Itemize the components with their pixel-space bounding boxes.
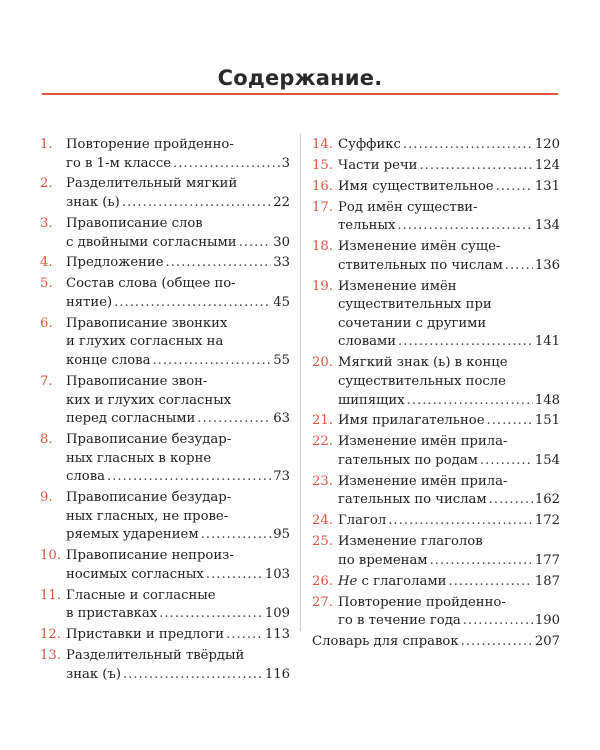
toc-entry[interactable] bbox=[312, 533, 560, 570]
toc-entry-title-line: носимых согласных bbox=[66, 566, 204, 582]
toc-entry[interactable] bbox=[40, 647, 290, 684]
toc-entry[interactable] bbox=[312, 238, 560, 275]
toc-entry-title-line: гательных по числам bbox=[338, 492, 487, 508]
dot-leader bbox=[201, 526, 272, 545]
toc-entry-title-line: Части речи bbox=[338, 157, 418, 173]
toc-entry-title-line: Изменение имён прила- bbox=[338, 434, 508, 450]
toc-entry-title-line: Правописание безудар- bbox=[66, 431, 232, 447]
dot-leader bbox=[159, 605, 263, 624]
toc-entry-number: 14. bbox=[312, 137, 333, 152]
toc-entry-page-number: 95 bbox=[273, 527, 290, 543]
toc-entry[interactable] bbox=[312, 157, 560, 176]
dot-leader bbox=[114, 294, 271, 313]
column-divider bbox=[300, 134, 301, 631]
toc-entry-title-line: в приставках bbox=[66, 606, 158, 622]
toc-entry-title-line: слова bbox=[66, 469, 105, 485]
toc-entry[interactable] bbox=[40, 626, 290, 645]
toc-entry-number: 16. bbox=[312, 178, 333, 194]
toc-entry-title-line: Изменение имён прила- bbox=[338, 473, 508, 489]
toc-entry-title-line: ких и глухих согласных bbox=[66, 392, 232, 408]
dot-leader bbox=[398, 333, 533, 352]
toc-entry-number: 2. bbox=[40, 176, 53, 192]
toc-entry[interactable] bbox=[312, 573, 560, 592]
toc-entry-page-number: 136 bbox=[534, 257, 560, 273]
dot-leader bbox=[123, 666, 263, 685]
toc-entry[interactable] bbox=[40, 587, 290, 624]
dot-leader bbox=[152, 352, 271, 371]
toc-entry[interactable] bbox=[40, 275, 290, 312]
toc-entry[interactable] bbox=[40, 175, 290, 212]
toc-entry-title-line: существительных при bbox=[338, 297, 492, 313]
toc-entry-title-line: ных гласных, не прове- bbox=[66, 508, 229, 524]
toc-entry[interactable] bbox=[40, 431, 290, 487]
dot-leader bbox=[122, 194, 271, 213]
toc-entry-title-line: нятие) bbox=[66, 294, 113, 310]
toc-entry-number: 19. bbox=[312, 278, 333, 294]
toc-entry-title-line: Не с глаголами bbox=[338, 573, 447, 589]
dot-leader bbox=[197, 410, 271, 429]
dot-leader bbox=[496, 178, 533, 197]
toc-entry-title-line: сочетании с другими bbox=[338, 315, 487, 331]
dot-leader bbox=[173, 155, 280, 174]
toc-entry-page-number: 109 bbox=[264, 606, 290, 622]
toc-entry-page-number: 207 bbox=[534, 634, 560, 649]
toc-entry-title-line: Состав слова (общее по- bbox=[66, 276, 236, 292]
toc-entry-number: 12. bbox=[40, 627, 61, 643]
toc-entry-number: 24. bbox=[312, 513, 333, 529]
toc-entry[interactable] bbox=[312, 354, 560, 410]
toc-entry-page-number: 55 bbox=[273, 353, 290, 369]
toc-entry-page-number: 151 bbox=[534, 413, 560, 429]
toc-entry[interactable] bbox=[312, 178, 560, 197]
dot-leader bbox=[487, 412, 533, 431]
toc-entry-number: 25. bbox=[312, 534, 333, 550]
dot-leader bbox=[448, 573, 532, 592]
toc-entry-number: 20. bbox=[312, 355, 333, 371]
toc-entry-number: 18. bbox=[312, 239, 333, 255]
toc-entry-page-number: 3 bbox=[281, 155, 290, 171]
toc-entry-title-line: тельных bbox=[338, 218, 396, 234]
toc-entry-number: 6. bbox=[40, 315, 53, 331]
toc-entry[interactable] bbox=[312, 512, 560, 531]
toc-entry-title-line: Словарь для справок bbox=[312, 634, 459, 649]
toc-entry-title-line: знак (ъ) bbox=[66, 666, 121, 682]
toc-entry[interactable] bbox=[312, 278, 560, 352]
toc-entry-page-number: 63 bbox=[273, 411, 290, 427]
toc-entry-title-line: Мягкий знак (ь) в конце bbox=[338, 355, 508, 371]
toc-entry-title-line: Правописание звон- bbox=[66, 373, 208, 389]
dot-leader bbox=[430, 552, 533, 571]
dot-leader bbox=[107, 468, 271, 487]
dot-leader bbox=[388, 512, 533, 531]
toc-entry[interactable] bbox=[40, 254, 290, 273]
toc-entry-page-number: 116 bbox=[264, 666, 290, 682]
toc-entry-number: 1. bbox=[40, 137, 53, 152]
toc-entry-title-line: Повторение пройденно- bbox=[66, 137, 234, 152]
toc-entry[interactable] bbox=[312, 136, 560, 155]
toc-entry-number: 22. bbox=[312, 434, 333, 450]
toc-entry-page-number: 134 bbox=[534, 218, 560, 234]
toc-entry-title-line: и глухих согласных на bbox=[66, 334, 224, 350]
toc-entry-title-line: Род имён существи- bbox=[338, 199, 478, 215]
toc-entry-page-number: 148 bbox=[534, 392, 560, 408]
dot-leader bbox=[505, 257, 533, 276]
dot-leader bbox=[206, 566, 263, 585]
title-rule bbox=[42, 93, 558, 95]
toc-entry-number: 5. bbox=[40, 276, 53, 292]
toc-entry[interactable] bbox=[312, 473, 560, 510]
toc-entry[interactable] bbox=[40, 136, 290, 173]
dot-leader bbox=[480, 452, 533, 471]
toc-entry-page-number: 45 bbox=[273, 294, 290, 310]
toc-entry-title-line: Глагол bbox=[338, 513, 387, 529]
toc-entry[interactable] bbox=[312, 199, 560, 236]
page-title: Содержание. bbox=[217, 66, 383, 90]
toc-entry-number: 9. bbox=[40, 490, 53, 506]
toc-entry-title-line: существительных после bbox=[338, 373, 506, 389]
toc-entry-title-line: Изменение имён bbox=[338, 278, 457, 294]
toc-entry-title-line: по временам bbox=[338, 552, 428, 568]
toc-entry-number: 13. bbox=[40, 648, 61, 663]
toc-entry-page-number: 141 bbox=[534, 334, 560, 350]
toc-entry[interactable] bbox=[312, 412, 560, 431]
toc-entry-page-number: 73 bbox=[273, 469, 290, 485]
toc-entry-title-line: гательных по родам bbox=[338, 452, 478, 468]
toc-entry-title-line: го в течение года bbox=[338, 613, 461, 629]
toc-entry-emphasis: Не bbox=[338, 573, 358, 589]
toc-entry-page-number: 190 bbox=[534, 613, 560, 629]
toc-entry-number: 23. bbox=[312, 473, 333, 489]
toc-entry-title-line: Правописание слов bbox=[66, 215, 203, 231]
toc-entry-page-number: 172 bbox=[534, 513, 560, 529]
toc-entry-title-line: Гласные и согласные bbox=[66, 587, 216, 603]
toc-entry-page-number: 154 bbox=[534, 452, 560, 468]
toc-entry-page-number: 22 bbox=[273, 195, 290, 211]
toc-entry-number: 17. bbox=[312, 199, 333, 215]
toc-entry-title-line: конце слова bbox=[66, 353, 151, 369]
dot-leader bbox=[407, 392, 533, 411]
toc-entry-title-line: Изменение имён суще- bbox=[338, 239, 501, 255]
toc-entry[interactable] bbox=[40, 489, 290, 545]
toc-entry-page-number: 103 bbox=[264, 566, 290, 582]
toc-entry-title-line: Разделительный мягкий bbox=[66, 176, 238, 192]
toc-entry[interactable] bbox=[312, 594, 560, 631]
toc-entry-number: 8. bbox=[40, 431, 53, 447]
toc-entry[interactable] bbox=[312, 433, 560, 470]
dot-leader bbox=[463, 612, 533, 631]
toc-left-column bbox=[40, 136, 290, 686]
toc-entry-title-line: словами bbox=[338, 334, 397, 350]
toc-entry-title-line: шипящих bbox=[338, 392, 405, 408]
toc-entry-title-line: Изменение глаголов bbox=[338, 534, 483, 550]
dot-leader bbox=[239, 234, 272, 253]
toc-entry[interactable] bbox=[40, 547, 290, 584]
toc-entry-page-number: 33 bbox=[273, 255, 290, 271]
toc-entry-title-line: Повторение пройденно- bbox=[338, 594, 506, 610]
toc-entry-title-line: ствительных по числам bbox=[338, 257, 503, 273]
dot-leader bbox=[489, 491, 533, 510]
toc-entry-page-number: 124 bbox=[534, 157, 560, 173]
toc-entry-page-number: 113 bbox=[264, 627, 290, 643]
toc-entry-title-line: Правописание безудар- bbox=[66, 490, 232, 506]
toc-entry[interactable] bbox=[40, 373, 290, 429]
toc-entry[interactable] bbox=[40, 315, 290, 371]
toc-entry-title-line: Имя прилагательное bbox=[338, 413, 485, 429]
toc-right-column bbox=[312, 136, 560, 654]
dot-leader bbox=[461, 633, 533, 652]
toc-entry-number: 26. bbox=[312, 573, 333, 589]
toc-entry-number: 27. bbox=[312, 594, 333, 610]
toc-entry-title-line: Правописание звонких bbox=[66, 315, 228, 331]
toc-entry-page-number: 131 bbox=[534, 178, 560, 194]
toc-entry-page-number: 120 bbox=[534, 137, 560, 152]
dot-leader bbox=[397, 217, 532, 236]
toc-entry-title-line: Разделительный твёрдый bbox=[66, 648, 245, 663]
toc-entry-title-line: с двойными согласными bbox=[66, 234, 237, 250]
dot-leader bbox=[166, 254, 272, 273]
toc-entry-title-line: ных гласных в корне bbox=[66, 450, 212, 466]
toc-entry-page-number: 187 bbox=[534, 573, 560, 589]
toc-entry-title-line: Правописание непроиз- bbox=[66, 548, 234, 564]
toc-entry-title-line: ряемых ударением bbox=[66, 527, 199, 543]
toc-entry-number: 10. bbox=[40, 548, 61, 564]
toc-entry-title-line: знак (ь) bbox=[66, 195, 120, 211]
toc-entry-title-line: перед согласными bbox=[66, 411, 196, 427]
toc-entry-number: 3. bbox=[40, 215, 53, 231]
toc-entry-title-line: Предложение bbox=[66, 255, 164, 271]
toc-entry-title-line: Приставки и предлоги bbox=[66, 627, 225, 643]
toc-entry-number: 15. bbox=[312, 157, 333, 173]
dot-leader bbox=[419, 157, 532, 176]
dot-leader bbox=[403, 136, 533, 155]
toc-entry-title-line: го в 1-м классе bbox=[66, 155, 172, 171]
toc-entry-page-number: 30 bbox=[273, 234, 290, 250]
toc-entry-number: 11. bbox=[40, 587, 61, 603]
toc-entry-number: 7. bbox=[40, 373, 53, 389]
toc-entry-number: 4. bbox=[40, 255, 53, 271]
toc-entry-title-line: Суффикс bbox=[338, 137, 401, 152]
toc-entry[interactable] bbox=[312, 633, 560, 652]
toc-entry-number: 21. bbox=[312, 413, 333, 429]
toc-entry-page-number: 177 bbox=[534, 552, 560, 568]
toc-entry-title-line: Имя существительное bbox=[338, 178, 494, 194]
toc-entry-page-number: 162 bbox=[534, 492, 560, 508]
toc-entry[interactable] bbox=[40, 215, 290, 252]
dot-leader bbox=[226, 626, 263, 645]
